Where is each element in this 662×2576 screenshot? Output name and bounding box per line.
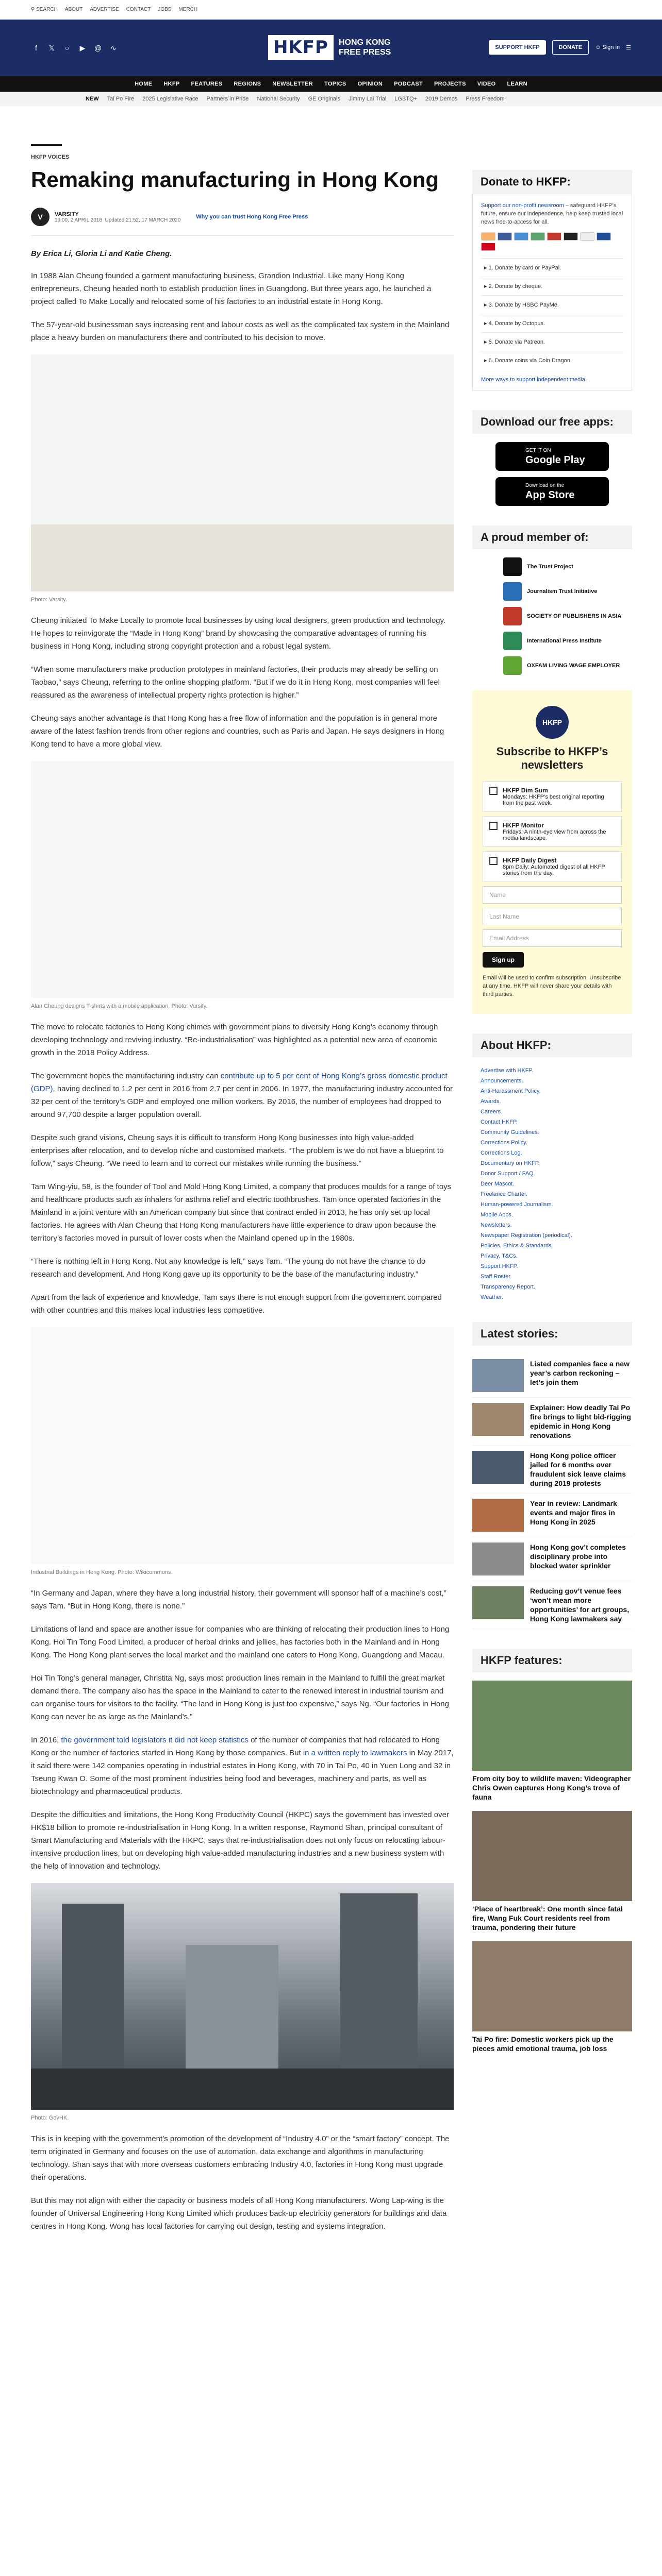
top-utility-bar: [0, 0, 662, 20]
paragraph: “When some manufacturers make production prototypes in mainland factories, their products may already be selling on Taobao,” says Cheung, referring to the online shopping platform. “But if we do it in Hong Kong, most companies will feel reassured as the awareness of intellectual property rights protection is higher.”: [31, 665, 440, 700]
unionpay-icon: [547, 232, 561, 241]
user-icon: ☺: [595, 44, 603, 50]
top-link-merch[interactable]: MERCH: [178, 7, 198, 12]
nav-video[interactable]: VIDEO: [477, 81, 496, 87]
list-item[interactable]: Corrections Policy.: [481, 1140, 527, 1146]
nav-topics[interactable]: TOPICS: [324, 81, 346, 87]
paragraph: The government hopes the manufacturing industry can contribute up to 5 per cent of Hong Kong’s gross domestic product (GDP), having declined to 1.2 per cent in 2016 from 2.7 per cent in 2006. In 1977, the manufacturing industry accounted for 32 per cent of the territory’s GDP and employed one million workers. By 2016, the number of employees had dropped to around 97,700 despite a larger population overall.: [31, 1072, 453, 1119]
payment-card-icons: [481, 232, 623, 251]
avatar: V: [31, 208, 49, 226]
search-icon: ⚲: [31, 7, 37, 12]
support-hkfp-button[interactable]: SUPPORT HKFP: [489, 40, 545, 55]
apps-heading: Download our free apps:: [472, 410, 632, 434]
checkbox[interactable]: [489, 787, 498, 795]
youtube-icon[interactable]: ▶: [79, 44, 86, 52]
list-item[interactable]: Staff Roster.: [481, 1274, 512, 1280]
name-field[interactable]: Name: [483, 886, 622, 904]
instagram-icon[interactable]: ○: [64, 44, 70, 52]
latest-story[interactable]: Listed companies face a new year’s carbon reckoning – let’s join them: [472, 1354, 632, 1398]
nav-hkfp[interactable]: HKFP: [163, 81, 180, 87]
newsletter-option[interactable]: HKFP Daily Digest 8pm Daily: Automated digest of all HKFP stories from the day.: [483, 851, 622, 882]
list-item[interactable]: Transparency Report.: [481, 1284, 535, 1290]
latest-story[interactable]: Hong Kong gov’t completes disciplinary probe into blocked water sprinkler: [472, 1537, 632, 1581]
list-item[interactable]: Awards.: [481, 1098, 501, 1105]
nav-newsletter[interactable]: NEWSLETTER: [272, 81, 313, 87]
logo-name: HONG KONG FREE PRESS: [338, 38, 391, 57]
trending-label: NEW: [86, 96, 99, 102]
article-image: [31, 1327, 454, 1564]
image-caption: Photo: GovHK.: [31, 2115, 69, 2121]
nav-podcast[interactable]: PODCAST: [394, 81, 423, 87]
list-item[interactable]: Announcements.: [481, 1078, 523, 1084]
email-field[interactable]: Email Address: [483, 929, 622, 947]
threads-icon[interactable]: @: [94, 44, 102, 52]
top-link-jobs[interactable]: JOBS: [158, 7, 172, 12]
top-link-contact[interactable]: CONTACT: [126, 7, 151, 12]
list-item[interactable]: Corrections Log.: [481, 1150, 522, 1156]
nav-learn[interactable]: LEARN: [507, 81, 527, 87]
paypal-icon: [597, 232, 611, 241]
nav-regions[interactable]: REGIONS: [234, 81, 261, 87]
trending-link[interactable]: National Security: [257, 96, 300, 102]
paragraph: Cheung initiated To Make Locally to promote local businesses by using local designers, green production and technology. He hopes to reinvigorate the “Made in Hong Kong” brand by showcasing the comparative advantages of running his business in Hong Kong, including strong copyright protection and a robust legal system.: [31, 616, 446, 651]
donate-box: Support our non-profit newsroom – safeguard HKFP’s future, ensure our independence, help keep trusted local news free-to-access for all. ▸ 1. Donate by card or PayPal. ▸ 2. Donate by cheque. ▸ 3. Donate by HSBC PayMe. ▸ 4. Donate by Octopus. ▸ 5. Donate via Patreon. ▸ 6. Donate coins via Coin Dragon. More ways to support independent media.: [472, 194, 632, 391]
image-caption: Photo: Varsity.: [31, 597, 67, 603]
member-sopa[interactable]: SOCIETY OF PUBLISHERS IN ASIA: [503, 607, 632, 625]
list-item[interactable]: Contact HKFP.: [481, 1119, 518, 1125]
paragraph: Apart from the lack of experience and knowledge, Tam says there is not enough support from the government compared with other countries and this makes local industries less competitive.: [31, 1293, 442, 1315]
members-heading: A proud member of:: [472, 526, 632, 549]
apple-pay-icon: [564, 232, 578, 241]
last-name-field[interactable]: Last Name: [483, 908, 622, 925]
mastercard-icon: [481, 232, 495, 241]
donate-option-octopus[interactable]: ▸ 4. Donate by Octopus.: [481, 314, 623, 332]
paragraph: Hoi Tin Tong’s general manager, Christita Ng, says most production lines remain in the Mainland to fulfill the great market demand there. The company also has the space in the Mainland to cater to the renewed interest in industrial tourism and can organise tours for visitors to the facility. “The land in Hong Kong is just too expensive,” says Ng. “Our factories in Hong Kong can never be as large as the Mainland’s.”: [31, 1674, 449, 1721]
social-links: [31, 43, 119, 53]
paragraph: Tam Wing-yiu, 58, is the founder of Tool and Mold Hong Kong Limited, a company that produces moulds for a range of toys and healthcare products such as inhalers for asthma relief and electric toothbrushes. Tam once operated factories in the Mainland in a joint venture with an American company but since that contract ended in 2013, he has only set up local factories. He agrees with Alan Cheung that Hong Kong manufacturers have little experience to draw upon because the territory’s factories moved in pursuit of lower costs when the Mainland opened up in the 1980s.: [31, 1182, 452, 1243]
header-actions: [489, 40, 631, 55]
story-thumbnail: [472, 1359, 524, 1392]
updated-date: Updated 21:52, 17 MARCH 2020: [105, 217, 181, 223]
trending-link[interactable]: Tai Po Fire: [107, 96, 135, 102]
article-image: [31, 761, 454, 998]
features-heading: HKFP features:: [472, 1649, 632, 1672]
feature-story[interactable]: Tai Po fire: Domestic workers pick up the pieces amid emotional trauma, job loss: [472, 1941, 632, 2053]
story-thumbnail: [472, 1403, 524, 1436]
newsletter-fine-print: Email will be used to confirm subscription. Unsubscribe at any time. HKFP will never share your details with third parties.: [483, 975, 621, 997]
article: [31, 134, 454, 2243]
ipi-logo: [503, 632, 522, 650]
paragraph: But this may not align with either the capacity or business models of all Hong Kong manufacturers. Wong Lap-wing is the founder of Universal Engineering Hong Kong Limited which produces back-up electricity generators for buildings and data centres in Hong Kong. Wong has local factories for carrying out design, testing and systems integration.: [31, 2196, 447, 2231]
top-link-about[interactable]: ABOUT: [64, 7, 83, 12]
article-kicker[interactable]: HKFP VOICES: [31, 144, 62, 160]
feature-story[interactable]: From city boy to wildlife maven: Videographer Chris Owen captures Hong Kong’s trove of fauna: [472, 1681, 632, 1802]
latest-heading: Latest stories:: [472, 1322, 632, 1346]
article-image: [31, 354, 454, 591]
list-item[interactable]: Community Guidelines.: [481, 1129, 539, 1136]
story-thumbnail: [472, 1499, 524, 1532]
checkbox[interactable]: [489, 857, 498, 865]
paragraph: Cheung says another advantage is that Hong Kong has a free flow of information and the population is in general more aware of the latest fashion trends from other regions and countries, such as Paris and Japan. He says designers in Hong Kong tend to have a more global view.: [31, 714, 444, 749]
donate-option-coins[interactable]: ▸ 6. Donate coins via Coin Dragon.: [481, 351, 623, 369]
paragraph: The 57-year-old businessman says increasing rent and labour costs as well as the complicated tax system in the Mainland place a heavy burden on manufacturers there and contributed to his decision to move.: [31, 320, 450, 342]
sopa-logo: [503, 607, 522, 625]
about-list: [472, 1065, 632, 1302]
author-name[interactable]: VARSITY: [55, 211, 79, 217]
more-ways-link[interactable]: More ways to support independent media.: [481, 377, 587, 383]
paragraph: Despite such grand visions, Cheung says it is difficult to transform Hong Kong businesses into high value-added enterprises after relocation, and to develop niche and customised markets. “The problem is we do not have a blueprint to follow,” says Cheung. “We need to learn and to correct our mistakes while running the business.”: [31, 1133, 444, 1168]
member-trust-project[interactable]: The Trust Project: [503, 557, 632, 576]
paragraph: This is in keeping with the government’s promotion of the development of “Industry 4.0” or the “smart factory” concept. The term originated in Germany and focuses on the use of automation, data exchange and algorithms in manufacturing technology. Shan says that with more overseas customers embracing Industry 4.0, factories in Hong Kong must upgrade their operations.: [31, 2134, 450, 2182]
paragraph: Limitations of land and space are another issue for companies who are thinking of relocating their production lines to Hong Kong. Hoi Tin Tong Food Limited, a producer of herbal drinks and jellies, has factories both in the Mainland and in Hong Kong. The Hong Kong plant serves the local market and the mainland one caters to Hong Kong, Guangdong and Macau.: [31, 1625, 450, 1659]
list-item[interactable]: Support HKFP.: [481, 1263, 518, 1269]
trending-link[interactable]: Partners in Pride: [206, 96, 249, 102]
list-item[interactable]: Mobile Apps.: [481, 1212, 513, 1218]
newsletter-option[interactable]: HKFP Monitor Fridays: A ninth-eye view from across the media landscape.: [483, 816, 622, 847]
list-item[interactable]: Documentary on HKFP.: [481, 1160, 540, 1166]
member-oxfam[interactable]: OXFAM LIVING WAGE EMPLOYER: [503, 656, 632, 675]
paragraph: In 2016, the government told legislators it did not keep statistics of the number of companies that had relocated to Hong Kong or the number of factories started in Hong Kong by those companies. But in a written reply to lawmakers in May 2017, it said there were 142 companies operating in industrial estates in Hong Kong, with 70 in Tai Po, 40 in Yuen Long and 32 in Tseung Kwan O. Some of the most prominent industries being food and beverages, machinery and parts, as well as biotechnology and pharmaceutical products.: [31, 1736, 454, 1796]
trending-link[interactable]: LGBTQ+: [394, 96, 418, 102]
written-reply-link[interactable]: in a written reply to lawmakers: [303, 1749, 407, 1757]
logo-mark: HKFP: [268, 35, 334, 60]
paragraph: The move to relocate factories to Hong Kong chimes with government plans to diversify Hong Kong’s economy through developing technology and reviving industry. “Re-industrialisation” was highlighted as a potential new area of economic growth in the 2018 Policy Address.: [31, 1023, 438, 1057]
jcb-icon: [531, 232, 545, 241]
x-icon[interactable]: 𝕏: [48, 44, 55, 52]
gdp-link[interactable]: contribute up to 5 per cent of Hong Kong’s gross domestic product (GDP): [31, 1072, 448, 1093]
image-caption: Alan Cheung designs T-shirts with a mobile application. Photo: Varsity.: [31, 1003, 208, 1009]
paragraph: “In Germany and Japan, where they have a long industrial history, their government will sponsor half of a machine’s cost,” says Tam. “But in Hong Kong, there is none.”: [31, 1589, 446, 1611]
trending-link[interactable]: Press Freedom: [466, 96, 505, 102]
latest-story[interactable]: Hong Kong police officer jailed for 6 months over fraudulent sick leave claims during 2019 protests: [472, 1446, 632, 1494]
search-link[interactable]: ⚲ SEARCH: [31, 7, 58, 12]
latest-story[interactable]: Reducing gov’t venue fees ‘won’t mean more opportunities’ for art groups, Hong Kong lawmakers say: [472, 1581, 632, 1629]
newsletter-title: Subscribe to HKFP’s newsletters: [496, 745, 608, 771]
latest-story[interactable]: Year in review: Landmark events and major fires in Hong Kong in 2025: [472, 1494, 632, 1537]
statistics-link[interactable]: the government told legislators it did not keep statistics: [61, 1736, 249, 1744]
trending-link[interactable]: 2025 Legislative Race: [142, 96, 198, 102]
paragraph: In 1988 Alan Cheung founded a garment manufacturing business, Grandion Industrial. Like many Hong Kong entrepreneurs, Cheung headed north to establish production lines in Guangdong. But three years ago, he launched a project called To Make Locally and relocated some of his factories to an industrial estate in Hong Kong.: [31, 272, 432, 306]
site-header: [0, 20, 662, 76]
trust-project-logo: [503, 557, 522, 576]
story-thumbnail: [472, 1586, 524, 1619]
list-item[interactable]: Weather.: [481, 1294, 503, 1300]
checkbox[interactable]: [489, 822, 498, 830]
list-item[interactable]: Anti-Harassment Policy.: [481, 1088, 541, 1094]
trending-link[interactable]: 2019 Demos: [425, 96, 458, 102]
latest-story[interactable]: Explainer: How deadly Tai Po fire brings to light bid-rigging epidemic in Hong Kong renovations: [472, 1398, 632, 1446]
byline: By Erica Li, Gloria Li and Katie Cheng.: [31, 249, 172, 258]
rss-icon[interactable]: ∿: [110, 44, 117, 52]
nav-home[interactable]: HOME: [135, 81, 153, 87]
feature-image: [472, 1681, 632, 1771]
newsletter-badge: HKFP: [536, 706, 569, 739]
facebook-icon[interactable]: f: [35, 44, 37, 52]
list-item[interactable]: Policies, Ethics & Standards.: [481, 1243, 553, 1249]
donate-button[interactable]: DONATE: [552, 40, 589, 55]
trust-link[interactable]: Why you can trust Hong Kong Free Press: [196, 214, 308, 220]
member-jti[interactable]: Journalism Trust Initiative: [503, 582, 632, 601]
newsletter-box: [472, 690, 632, 1014]
donate-option-card[interactable]: ▸ 1. Donate by card or PayPal.: [481, 258, 623, 277]
support-newsroom-link[interactable]: Support our non-profit newsroom: [481, 202, 564, 209]
feature-image: [472, 1811, 632, 1901]
nav-projects[interactable]: PROJECTS: [434, 81, 466, 87]
nav-features[interactable]: FEATURES: [191, 81, 223, 87]
article-title: Remaking manufacturing in Hong Kong: [31, 167, 439, 192]
jti-logo: [503, 582, 522, 601]
donate-heading: Donate to HKFP:: [472, 170, 632, 194]
google-pay-icon: [580, 232, 594, 241]
publish-date: 19:00, 2 APRIL 2018: [55, 217, 102, 223]
list-item[interactable]: Freelance Charter.: [481, 1191, 528, 1197]
trending-bar: [0, 92, 662, 106]
sign-in-link[interactable]: ☺ Sign in: [595, 44, 620, 50]
article-image: [31, 1883, 454, 2110]
main-navigation: [0, 76, 662, 92]
list-item[interactable]: Deer Mascot.: [481, 1181, 515, 1187]
paragraph: “There is nothing left in Hong Kong. Not any knowledge is left,” says Tam. “The young do not have the chance to do research and development. And Hong Kong gave up its opportunity to be the base of the manufacturing industry.”: [31, 1257, 426, 1279]
google-play-badge[interactable]: GET IT ON Google Play: [495, 442, 609, 471]
about-heading: About HKFP:: [472, 1033, 632, 1057]
donate-option-cheque[interactable]: ▸ 2. Donate by cheque.: [481, 277, 623, 295]
feature-image: [472, 1941, 632, 2031]
trending-link[interactable]: Jimmy Lai Trial: [348, 96, 387, 102]
oxfam-logo: [503, 656, 522, 675]
trending-link[interactable]: GE Originals: [308, 96, 340, 102]
donate-option-payme[interactable]: ▸ 3. Donate by HSBC PayMe.: [481, 295, 623, 314]
nav-opinion[interactable]: OPINION: [357, 81, 383, 87]
list-item[interactable]: Donor Support / FAQ.: [481, 1171, 535, 1177]
top-link-advertise[interactable]: ADVERTISE: [90, 7, 119, 12]
list-item[interactable]: Advertise with HKFP.: [481, 1067, 534, 1074]
paragraph: Despite the difficulties and limitations, the Hong Kong Productivity Council (HKPC) says the government has invested over HK$18 billion to promote re-industrialisation in Hong Kong. In a written response, Raymond Shan, principal consultant of Smart Manufacturing and Materials with the HKPC, says that re-industrialisation does not only focus on relocating labour-intensive production lines, but on developing high value-added manufacturing industries and a new business system with the help of innovation and technology.: [31, 1810, 449, 1871]
menu-icon[interactable]: ☰: [626, 44, 631, 51]
amex-icon: [514, 232, 528, 241]
article-meta: [31, 208, 454, 236]
member-ipi[interactable]: International Press Institute: [503, 632, 632, 650]
feature-story[interactable]: ‘Place of heartbreak’: One month since fatal fire, Wang Fuk Court residents reel from trauma, pondering their future: [472, 1811, 632, 1932]
sidebar: [472, 170, 632, 2062]
donate-option-patreon[interactable]: ▸ 5. Donate via Patreon.: [481, 332, 623, 351]
list-item[interactable]: Careers.: [481, 1109, 503, 1115]
story-thumbnail: [472, 1543, 524, 1575]
image-caption: Industrial Buildings in Hong Kong. Photo: Wikicommons.: [31, 1569, 173, 1575]
app-store-badge[interactable]: Download on the App Store: [495, 477, 609, 506]
list-item[interactable]: Newsletters.: [481, 1222, 512, 1228]
newsletter-option[interactable]: HKFP Dim Sum Mondays: HKFP’s best original reporting from the past week.: [483, 781, 622, 812]
visa-icon: [498, 232, 512, 241]
story-thumbnail: [472, 1451, 524, 1484]
site-logo[interactable]: [268, 35, 391, 60]
list-item[interactable]: Human-powered Journalism.: [481, 1201, 553, 1208]
payme-icon: [481, 243, 495, 251]
sign-up-button[interactable]: Sign up: [483, 952, 524, 968]
list-item[interactable]: Newspaper Registration (periodical).: [481, 1232, 572, 1239]
list-item[interactable]: Privacy, T&Cs.: [481, 1253, 518, 1259]
